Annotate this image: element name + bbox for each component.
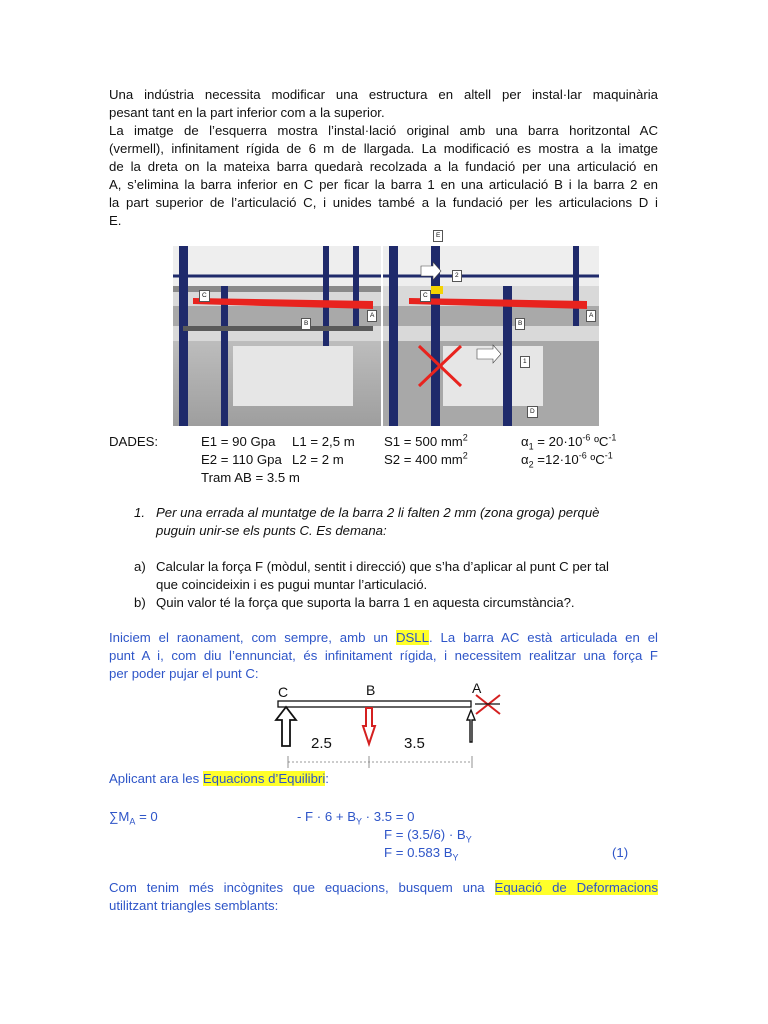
dades-s2-value: S2 = 400 mm <box>384 452 463 467</box>
eq-text: F = 0.583 B <box>384 845 453 860</box>
eq-rest: = 0 <box>135 809 158 824</box>
dades-s1-exp: 2 <box>462 432 468 443</box>
dsll-label-a: A <box>472 680 482 696</box>
reasoning-paragraph <box>109 629 658 683</box>
eq-sub: Y <box>452 852 459 863</box>
question-line-2: puguin unir-se els punts C. Es demana: <box>156 523 387 538</box>
dades-e1: E1 = 90 Gpa <box>201 434 276 449</box>
alpha-sub: 1 <box>528 441 534 452</box>
force-by-arrow <box>363 708 375 744</box>
question-number: 1. <box>134 505 145 520</box>
alpha-unit: ºC <box>586 452 605 467</box>
alpha-value: =12·10 <box>533 452 579 467</box>
equation-f-ratio <box>384 826 472 844</box>
dsll-label-c: C <box>278 684 289 700</box>
dades-s2 <box>384 451 468 469</box>
dades-s1-value: S1 = 500 mm <box>384 434 463 449</box>
label-d: D <box>527 406 538 418</box>
equilibri-text: : <box>325 771 329 786</box>
subq-b-line-1: Quin valor té la força que suporta la barra 1 en aquesta circumstància?. <box>156 595 575 610</box>
subq-a-line-1: Calcular la força F (mòdul, sentit i direcció) que s’ha d’aplicar al punt C per tal <box>156 559 609 574</box>
alpha-value: = 20·10 <box>533 434 583 449</box>
subq-a-line-2: que coincideixin i es pugui muntar l’articulació. <box>156 577 428 592</box>
label-c: C <box>420 290 431 302</box>
dsll-highlight: DSLL <box>395 630 429 645</box>
subq-b-label: b) <box>134 595 146 610</box>
intro-paragraph-1 <box>109 86 658 122</box>
equation-moment <box>297 808 414 826</box>
question-line-1: Per una errada al muntatge de la barra 2 li falten 2 mm (zona groga) perquè <box>156 505 600 520</box>
dades-tram: Tram AB = 3.5 m <box>201 470 300 485</box>
label-bar-2: 2 <box>452 270 462 282</box>
photo-modified-structure <box>383 246 599 426</box>
label-bar-1: 1 <box>520 356 530 368</box>
dades-s1 <box>384 433 468 451</box>
intro-line: A, s’elimina la barra inferior en C per ficar la barra 1 en una articulació B i la barra 2 en <box>109 177 658 192</box>
intro-line: E. <box>109 213 122 228</box>
intro-line: La imatge de l’esquerra mostra l’instal·lació original amb una barra horitzontal AC <box>109 123 658 138</box>
eq-sub: Y <box>356 816 363 827</box>
label-a: A <box>586 310 596 322</box>
dades-alpha2 <box>521 451 613 469</box>
intro-line: de la dreta on la mateixa barra quedarà recolzada a la fundació per una articulació en <box>109 159 658 174</box>
eq-sub: Y <box>465 834 472 845</box>
reasoning-line-1 <box>109 629 658 647</box>
photo-original-illustration <box>173 246 381 426</box>
deformacions-line-2: utilitzant triangles semblants: <box>109 898 279 913</box>
label-c: C <box>199 290 210 302</box>
label-b: B <box>515 318 525 330</box>
equilibri-text: Aplicant ara les <box>109 771 203 786</box>
dades-s2-exp: 2 <box>462 450 468 461</box>
reasoning-line-3: per poder pujar el punt C: <box>109 666 259 681</box>
reasoning-text: . La barra AC està articulada en el <box>428 630 658 645</box>
alpha-sub: 2 <box>528 459 534 470</box>
alpha-unit-exp: -1 <box>604 450 613 461</box>
alpha-unit-exp: -1 <box>608 432 617 443</box>
dsll-distance-2: 3.5 <box>404 735 425 752</box>
deformacions-highlight: Equació de Deformacions <box>494 880 658 895</box>
dades-l2: L2 = 2 m <box>292 452 344 467</box>
dades-l1: L1 = 2,5 m <box>292 434 355 449</box>
reasoning-text: Iniciem el raonament, com sempre, amb un <box>109 630 396 645</box>
photo-original-structure <box>173 246 381 426</box>
intro-line: (vermell), infinitament rígida de 6 m de llargada. La modificació es mostra a la imatge <box>109 141 658 156</box>
eq-text: F = (3.5/6) · B <box>384 827 466 842</box>
equation-number: (1) <box>612 845 629 860</box>
reasoning-line-2: punt A i, com diu l’ennunciat, és infinitament rígida, i necessitem realitzar una força F <box>109 648 658 663</box>
eq-sym: ∑M <box>109 809 130 824</box>
label-a: A <box>367 310 377 322</box>
photo-modified-illustration <box>383 246 599 426</box>
equation-sum-ma <box>109 808 158 826</box>
label-b: B <box>301 318 311 330</box>
alpha-exp: -6 <box>578 450 587 461</box>
alpha-symbol: α <box>521 434 529 449</box>
alpha-symbol: α <box>521 452 529 467</box>
label-e: E <box>433 230 443 242</box>
dades-label: DADES: <box>109 434 159 449</box>
intro-line: la part superior de l’articulació C, i unides també a la fundació per les articulacions D i <box>109 195 658 210</box>
dades-e2: E2 = 110 Gpa <box>201 452 282 467</box>
reaction-a-arrow <box>467 710 475 742</box>
equilibri-highlight: Equacions d’Equilibri <box>202 771 326 786</box>
dades-alpha1 <box>521 433 616 451</box>
beam-ac <box>278 701 471 707</box>
eq-text: · 3.5 = 0 <box>362 809 415 824</box>
dsll-distance-1: 2.5 <box>311 735 332 752</box>
alpha-exp: -6 <box>582 432 591 443</box>
equation-f-value <box>384 844 459 862</box>
equilibri-heading <box>109 770 329 788</box>
intro-line: Una indústria necessita modificar una estructura en altell per instal·lar maquinària <box>109 87 658 102</box>
force-f-arrow <box>276 707 296 746</box>
deformacions-paragraph <box>109 879 658 915</box>
deformacions-text: Com tenim més incògnites que equacions, busquem una <box>109 880 495 895</box>
intro-line: pesant tant en la part inferior com a la superior. <box>109 105 385 120</box>
subq-a-label: a) <box>134 559 146 574</box>
eq-sub: A <box>129 816 136 827</box>
dsll-label-b: B <box>366 682 376 698</box>
intro-paragraph-2 <box>109 122 658 230</box>
alpha-unit: ºC <box>590 434 609 449</box>
deformacions-line-1 <box>109 879 658 897</box>
eq-text: - F · 6 + B <box>297 809 356 824</box>
